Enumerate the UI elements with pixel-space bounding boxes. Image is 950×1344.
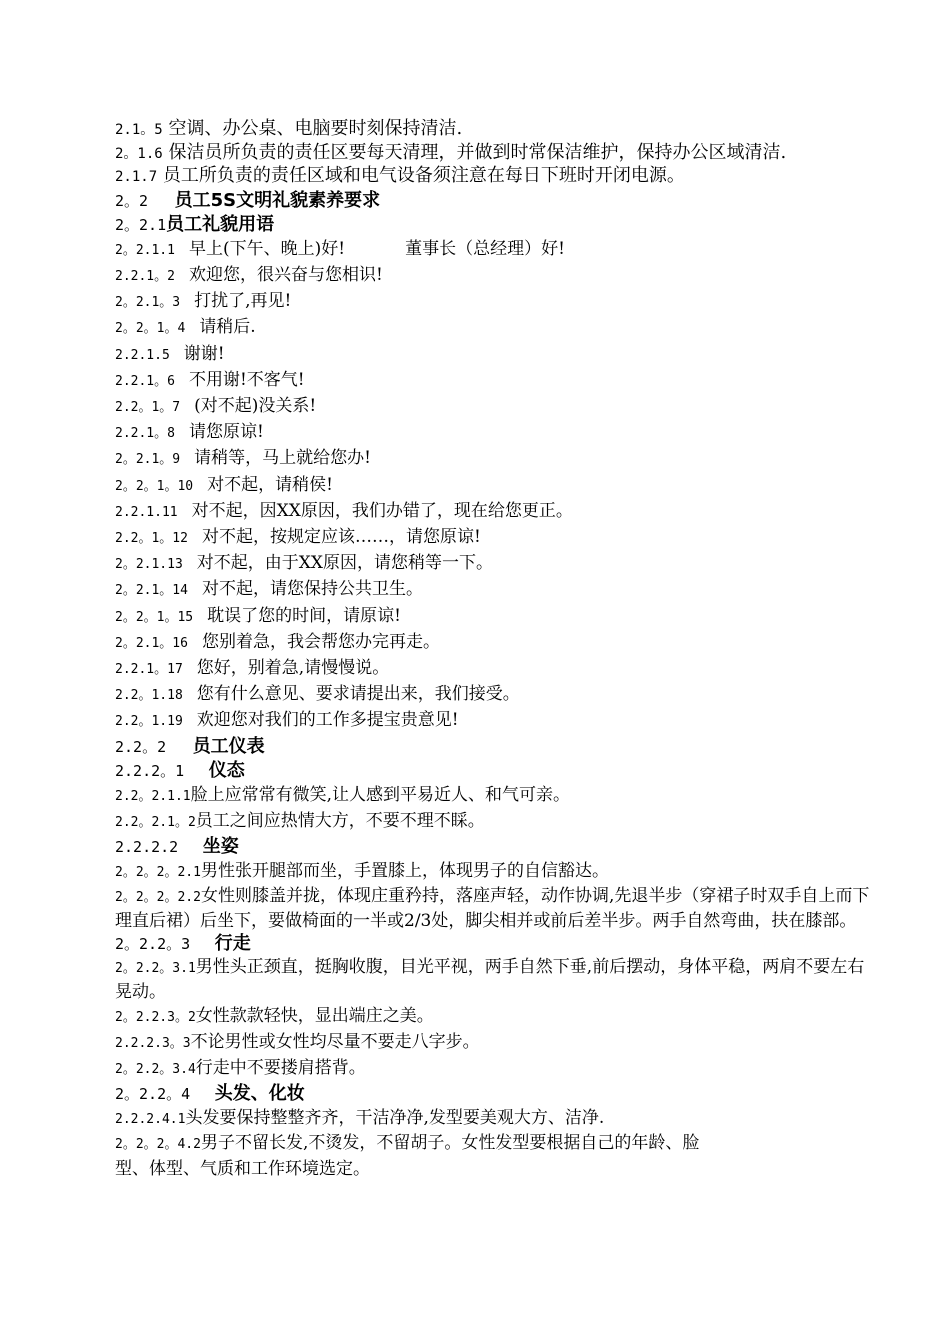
heading-2-2 [115,189,875,213]
list-item [115,885,875,932]
item-number: 2。2。2。2.1 [115,865,201,881]
list-item [115,1132,875,1157]
phrase-item [115,708,875,734]
item-text: 欢迎您，很兴奋与您相识! [188,264,383,285]
item-number: 2.2。2.1.1 [115,788,191,804]
phrase-item [115,342,875,368]
list-item [115,1106,875,1132]
heading-number: 2。2.2。4 [115,1085,191,1104]
item-text: 对不起，按规定应该……，请您原谅! [201,527,481,548]
item-text: 头发要保持整整齐齐，干洁净净,发型要美观大方、洁净. [185,1108,605,1129]
heading-2-2-2 [115,735,875,759]
item-number: 2。1.6 [115,145,163,162]
item-text: 不论男性或女性均尽量不要走八字步。 [190,1031,480,1052]
phrase-item [115,577,875,603]
item-number: 2.2.2.3。3 [115,1035,191,1051]
phrase-item [115,315,875,341]
heading-number: 2。2 [115,191,149,210]
item-number: 2.2.1.5 [115,347,170,363]
item-text: 女性款款轻快，显出端庄之美。 [195,1005,434,1026]
item-number: 2.2。1。12 [115,531,188,547]
item-number: 2.2。1.18 [115,688,183,704]
item-number: 2。2。1。10 [115,478,194,494]
phrase-item [115,499,875,525]
heading-text: 仪态 [208,759,245,781]
item-number: 2。2.1.13 [115,557,183,573]
paragraph [115,142,875,166]
item-text: 早上(下午、晚上)好! [188,238,346,259]
item-number: 2。2.2。3.1 [115,961,196,977]
phrase-item [115,682,875,708]
list-item [115,809,875,835]
phrase-item [115,604,875,630]
item-text: 您好，别着急,请慢慢说。 [196,658,390,679]
item-text: 打扰了,再见! [194,291,292,312]
item-text: 女性则膝盖并拢，体现庄重矜持，落座声轻，动作协调,先退半步（穿裙子时双手自上而下理直后裙）后坐下，要做椅面的一半或2/3处，脚尖相并或前后差半步。两手自然弯曲，扶在膝部。 [115,886,870,931]
heading-number: 2.2。2 [115,737,167,756]
phrase-item [115,525,875,551]
continuation-line: 型、体型、气质和工作环境选定。 [115,1159,370,1180]
item-number: 2.2.1。6 [115,373,175,389]
item-number: 2。2.2.3。2 [115,1009,196,1025]
item-number: 2.2.1。2 [115,268,175,284]
item-number: 2。2.2。3.4 [115,1062,196,1078]
item-number: 2.2。2.1。2 [115,814,196,830]
item-text: 男子不留长发,不烫发，不留胡子。女性发型要根据自己的年龄、脸 [200,1133,700,1154]
phrase-item [115,551,875,577]
item-text: 行走中不要搂肩搭背。 [195,1058,366,1079]
list-item [115,1030,875,1056]
heading-text: 坐姿 [202,836,239,858]
heading-2-2-2-1 [115,759,875,783]
item-text: 耽误了您的时间，请原谅! [207,605,401,626]
list-item [115,783,875,809]
item-text: (对不起)没关系! [194,396,317,416]
item-number: 2.2。1.19 [115,714,183,730]
paragraph [115,165,875,189]
document-page [115,118,875,1181]
item-text: 欢迎您对我们的工作多提宝贵意见! [196,710,459,731]
phrase-item [115,420,875,446]
item-number: 2.1.7 [115,169,158,186]
item-number: 2。2.1。3 [115,295,181,311]
item-number: 2.1。5 [115,122,163,138]
item-number: 2。2.1.1 [115,242,175,258]
paragraph [115,118,875,142]
item-number: 2.2。1。7 [115,400,181,415]
item-number: 2.2.2.4.1 [115,1112,186,1128]
phrase-item [115,630,875,656]
heading-2-2-2-4 [115,1082,875,1106]
item-number: 2。2.1。14 [115,583,188,599]
phrase-item [115,394,875,420]
item-text: 男性头正颈直，挺胸收腹，目光平视，两手自然下垂,前后摆动，身体平稳，两肩不要左右晃动。 [115,957,865,1003]
item-text: 男性张开腿部而坐，手置膝上，体现男子的自信豁达。 [200,861,609,882]
heading-number: 2.2.2.2 [115,838,179,857]
list-item [115,1004,875,1030]
item-number: 2.2.1。17 [115,662,183,678]
list-item [115,956,875,1003]
heading-number: 2。2.1 [115,215,167,234]
heading-text: 头发、化妆 [214,1083,305,1105]
phrase-item [115,446,875,472]
list-item [115,1056,875,1082]
item-text: 员工之间应热情大方，不要不理不睬。 [195,810,485,831]
phrase-item [115,289,875,315]
item-text: 脸上应常常有微笑,让人感到平易近人、和气可亲。 [190,784,571,805]
phrase-item [115,263,875,289]
item-text: 员工所负责的责任区域和电气设备须注意在每日下班时开闭电源。 [162,165,685,187]
phrase-item [115,656,875,682]
heading-2-2-2-3 [115,932,875,956]
item-number: 2.2.1。8 [115,426,175,442]
item-text: 对不起，请您保持公共卫生。 [201,579,423,600]
item-text: 您有什么意见、要求请提出来，我们接受。 [196,684,520,705]
heading-text: 员工礼貌用语 [166,213,275,235]
heading-text: 员工5S文明礼貌素养要求 [174,189,381,211]
item-text: 谢谢! [183,343,225,364]
item-number: 2。2.1。16 [115,635,188,651]
heading-text: 行走 [214,933,251,955]
item-number: 2。2。2。4.2 [115,1137,201,1153]
item-number: 2.2.1.11 [115,504,178,520]
item-text: 空调、办公桌、电脑要时刻保持清洁. [168,118,463,139]
item-number: 2。2。1。4 [115,321,186,337]
item-text: 请您原谅! [188,422,264,443]
item-text: 请稍后. [199,317,256,338]
item-text: 您别着急，我会帮您办完再走。 [201,631,440,652]
item-text: 对不起，因XX原因，我们办错了，现在给您更正。 [191,500,573,521]
phrase-item [115,237,875,263]
heading-text: 员工仪表 [192,735,265,757]
list-item [115,859,875,885]
item-text-secondary: 董事长（总经理）好! [405,238,565,259]
heading-2-2-2-2 [115,835,875,859]
item-text: 保洁员所负责的责任区要每天清理，并做到时常保洁维护，保持办公区域清洁. [168,141,787,163]
item-number: 2。2。2。2.2 [115,890,201,906]
item-text: 请稍等，马上就给您办! [194,448,371,469]
item-number: 2。2.1。9 [115,452,181,468]
phrase-item [115,473,875,499]
item-number: 2。2。1。15 [115,609,194,625]
phrase-item [115,368,875,394]
item-text: 对不起，请稍侯! [207,474,333,495]
item-text: 不用谢!不客气! [188,369,305,390]
item-text: 对不起，由于XX原因，请您稍等一下。 [196,553,494,574]
heading-2-2-1 [115,213,875,237]
heading-number: 2。2.2。3 [115,935,191,954]
heading-number: 2.2.2。1 [115,761,185,780]
